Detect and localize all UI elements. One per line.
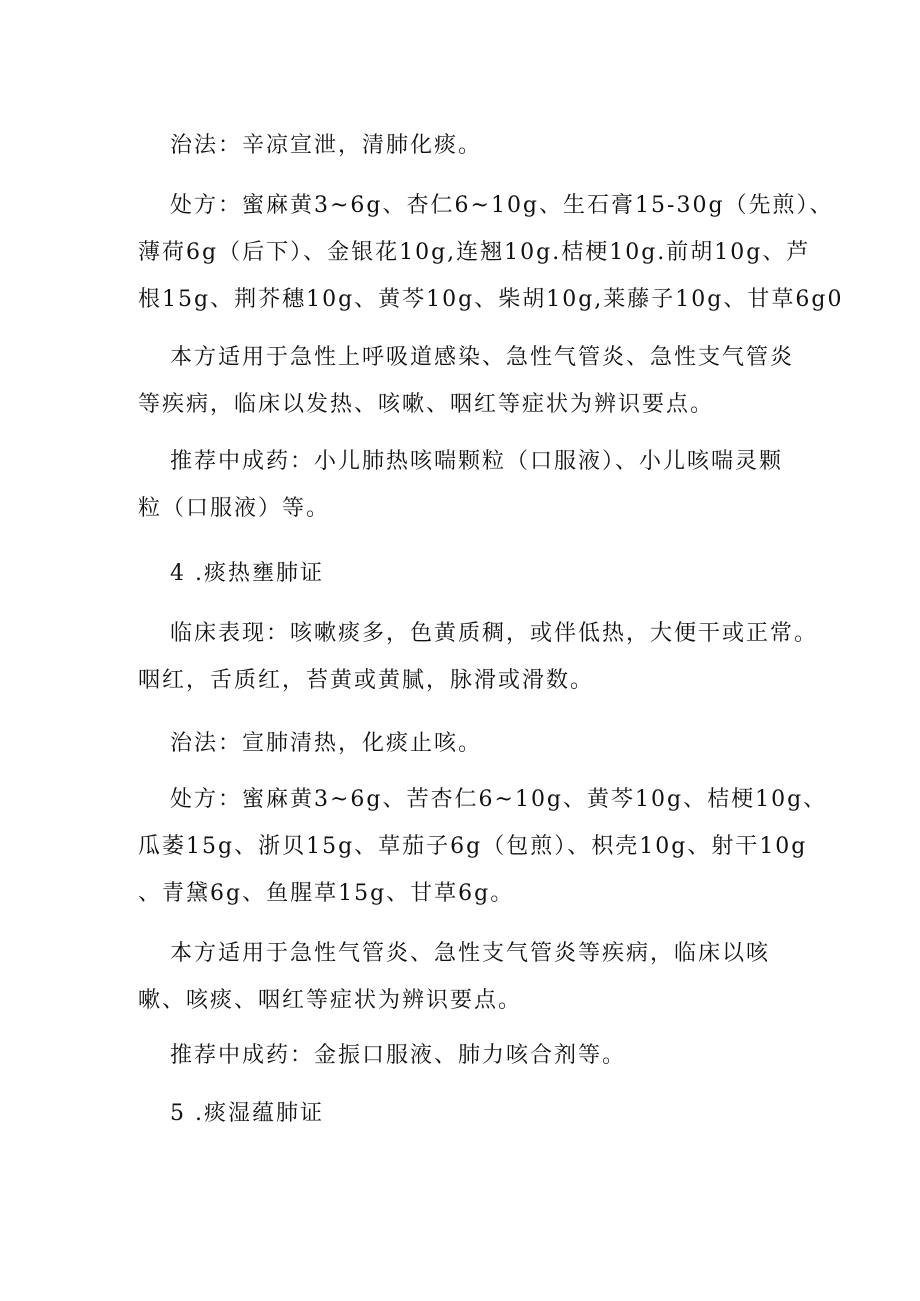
text-line: 粒（口服液）等。	[138, 496, 331, 521]
paragraph-indication-1	[138, 334, 798, 428]
text-line: 根15g、荆芥穗10g、黄芩10g、柴胡10g,莱藤子10g、甘草6g0	[138, 287, 844, 312]
text-line: 推荐中成药：金振口服液、肺力咳合剂等。	[170, 1043, 627, 1068]
paragraph-indication-2	[138, 930, 798, 1024]
text-line: 薄荷6g（后下）、金银花10g,连翘10g.桔梗10g.前胡10g、芦	[138, 240, 811, 265]
text-line: 处方：蜜麻黄3~6g、苦杏仁6~10g、黄芩10g、桔梗10g、	[170, 787, 828, 812]
paragraph-clinical-manifestation	[138, 610, 819, 704]
text-line: 瓜萎15g、浙贝15g、草茄子6g（包煎）、枳壳10g、射干10g	[138, 834, 808, 859]
section-heading-5: 5 .痰湿蕴肺证	[170, 1101, 324, 1126]
text-line: 治法：辛凉宣泄，清肺化痰。	[170, 133, 483, 158]
paragraph-treatment-method-1	[138, 122, 798, 169]
paragraph-prescription-2	[138, 776, 828, 917]
text-line: 本方适用于急性上呼吸道感染、急性气管炎、急性支气管炎	[170, 345, 795, 370]
text-line: 临床表现：咳嗽痰多，色黄质稠，或伴低热，大便干或正常。	[170, 621, 819, 646]
paragraph-treatment-method-2	[138, 720, 798, 767]
text-line: 咽红，舌质红，苔黄或黄腻，脉滑或滑数。	[138, 668, 595, 693]
paragraph-recommended-medicine-1	[138, 438, 798, 532]
text-line: 、青黛6g、鱼腥草15g、甘草6g。	[138, 881, 515, 906]
text-line: 嗽、咳痰、咽红等症状为辨识要点。	[138, 988, 523, 1013]
text-line: 等疾病，临床以发热、咳嗽、咽红等症状为辨识要点。	[138, 392, 715, 417]
text-line: 治法：宣肺清热，化痰止咳。	[170, 731, 483, 756]
paragraph-prescription-1	[138, 182, 844, 323]
section-heading-4: 4 .痰热壅肺证	[170, 561, 324, 586]
text-line: 处方：蜜麻黄3~6g、杏仁6~10g、生石膏15-30g（先煎）、	[170, 193, 834, 218]
paragraph-recommended-medicine-2	[138, 1032, 798, 1079]
text-line: 推荐中成药：小儿肺热咳喘颗粒（口服液）、小儿咳喘灵颗	[170, 449, 784, 474]
text-line: 本方适用于急性气管炎、急性支气管炎等疾病，临床以咳	[170, 941, 771, 966]
